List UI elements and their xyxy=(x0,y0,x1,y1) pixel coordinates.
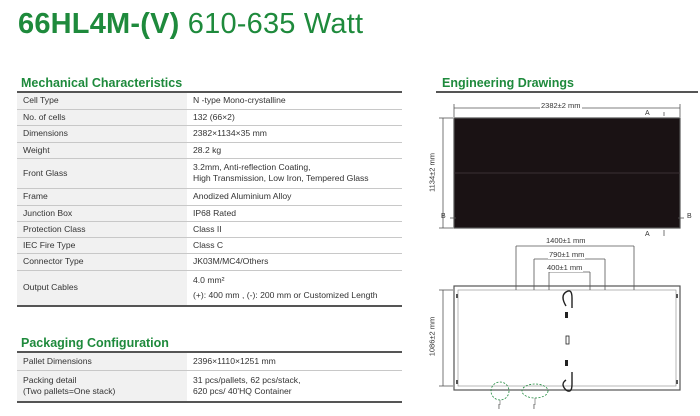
mechanical-heading: Mechanical Characteristics xyxy=(21,76,183,90)
table-row xyxy=(17,205,402,221)
table-row xyxy=(17,370,402,402)
section-b-right-label: B xyxy=(687,213,692,220)
row-value-line1: 3.2mm, Anti-reflection Coating, xyxy=(193,162,311,172)
row-value xyxy=(187,270,402,306)
row-label: Output Cables xyxy=(17,270,187,306)
page-title xyxy=(18,8,363,41)
table-row xyxy=(17,253,402,270)
front-width-label: 2382±2 mm xyxy=(541,101,581,110)
mechanical-table xyxy=(17,93,402,307)
drain-hole xyxy=(676,294,678,298)
front-height-label: 1134±2 mm xyxy=(427,153,437,192)
table-row xyxy=(17,142,402,158)
table-row xyxy=(17,353,402,370)
row-value xyxy=(187,370,402,402)
power-range: 610-635 Watt xyxy=(187,8,364,40)
row-value: JK03M/MC4/Others xyxy=(187,253,402,270)
table-row xyxy=(17,221,402,237)
row-value-line1: 31 pcs/pallets, 62 pcs/stack, xyxy=(193,374,301,385)
mount-1400-label: 1400±1 mm xyxy=(546,236,586,245)
row-label: Pallet Dimensions xyxy=(17,353,187,370)
row-label: Protection Class xyxy=(17,221,187,237)
row-value-line1: 4.0 mm² xyxy=(193,274,225,285)
section-b-left-label: B xyxy=(441,213,446,220)
cable-minus xyxy=(563,372,572,391)
row-label: Weight xyxy=(17,142,187,158)
row-label: Front Glass xyxy=(17,158,187,188)
row-value: 2382×1134×35 mm xyxy=(187,125,402,142)
connector-icon xyxy=(565,312,568,318)
row-label: Dimensions xyxy=(17,125,187,142)
section-a-top-label: A xyxy=(645,110,650,117)
drain-hole xyxy=(676,380,678,384)
row-value-line2: (+): 400 mm , (-): 200 mm or Customized Length xyxy=(193,289,378,300)
row-label: No. of cells xyxy=(17,109,187,125)
packaging-heading: Packaging Configuration xyxy=(21,336,169,350)
table-row xyxy=(17,158,402,188)
drawings-rule xyxy=(436,91,698,93)
row-value: Anodized Aluminium Alloy xyxy=(187,188,402,205)
row-value: 2396×1110×1251 mm xyxy=(187,353,402,370)
row-label: Junction Box xyxy=(17,205,187,221)
section-a-bottom-label: A xyxy=(645,231,650,238)
front-panel xyxy=(454,118,680,228)
back-panel xyxy=(454,286,680,390)
row-label xyxy=(17,370,187,402)
table-row xyxy=(17,270,402,306)
row-label-line1: Packing detail xyxy=(23,374,77,385)
row-value: Class II xyxy=(187,221,402,237)
back-height-label: 1086±2 mm xyxy=(427,316,437,357)
drawings-heading: Engineering Drawings xyxy=(442,76,574,90)
mount-790-label: 790±1 mm xyxy=(549,250,585,259)
cable-plus xyxy=(563,291,572,308)
row-value: 132 (66×2) xyxy=(187,109,402,125)
table-row xyxy=(17,109,402,125)
table-row xyxy=(17,125,402,142)
row-value xyxy=(187,158,402,188)
table-row xyxy=(17,93,402,109)
back-panel-inner xyxy=(458,290,676,386)
detail-1-label: I xyxy=(498,404,500,411)
mount-400-label: 400±1 mm xyxy=(547,263,583,272)
model-name: 66HL4M-(V) xyxy=(18,8,180,40)
table-row xyxy=(17,237,402,253)
row-value-line2: High Transmission, Low Iron, Tempered Glass xyxy=(193,173,369,183)
table-row xyxy=(17,188,402,205)
row-label: IEC Fire Type xyxy=(17,237,187,253)
drain-hole xyxy=(456,294,458,298)
row-label: Connector Type xyxy=(17,253,187,270)
junction-box xyxy=(566,336,569,344)
row-label-line2: (Two pallets=One stack) xyxy=(23,385,116,396)
packaging-table xyxy=(17,353,402,403)
row-label: Frame xyxy=(17,188,187,205)
detail-circle-1 xyxy=(491,382,509,400)
row-label: Cell Type xyxy=(17,93,187,109)
row-value: 28.2 kg xyxy=(187,142,402,158)
detail-2-label: I xyxy=(533,404,535,411)
detail-circle-2 xyxy=(522,384,548,398)
row-value: N -type Mono-crystalline xyxy=(187,93,402,109)
connector-icon xyxy=(565,360,568,366)
row-value: IP68 Rated xyxy=(187,205,402,221)
row-value-line2: 620 pcs/ 40'HQ Container xyxy=(193,385,292,396)
drain-hole xyxy=(456,380,458,384)
row-value: Class C xyxy=(187,237,402,253)
